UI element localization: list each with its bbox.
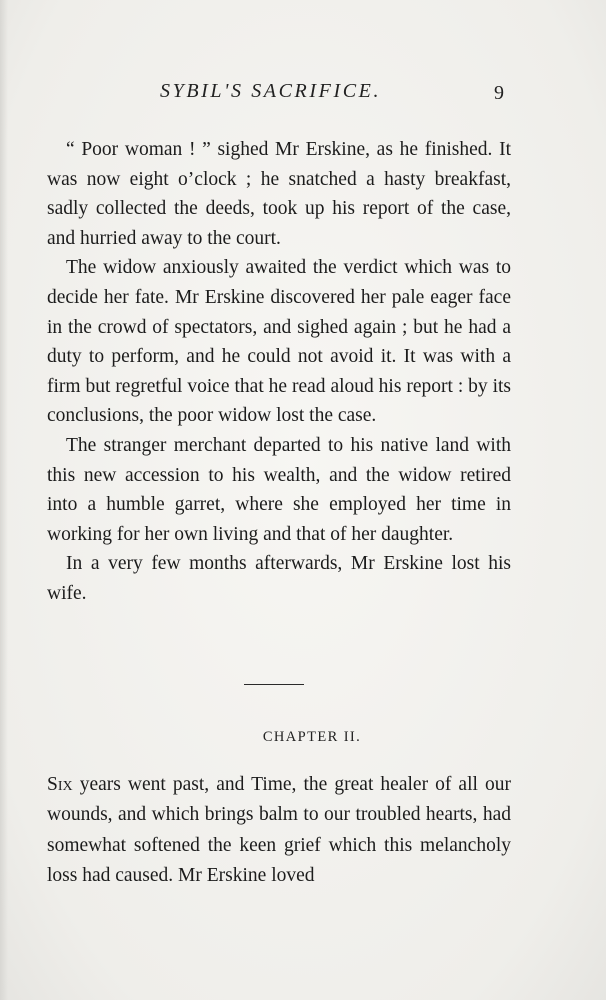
- page-number: 9: [494, 82, 504, 104]
- paragraph: The stranger merchant departed to his native land with this new accession to his wealth, and the widow retired into a humble garret, where she employed her time in working for her own living and that of her daughter.: [47, 434, 511, 545]
- chapter-opening-text: [47, 770, 511, 892]
- chapter-opening-word: Six: [47, 774, 73, 795]
- body-text: [47, 135, 511, 609]
- chapter-paragraph-text: years went past, and Time, the great healer of all our wounds, and which brings balm to our troubled hearts, had somewhat softened the keen grief which this melancholy loss had caused. Mr Erskine loved: [47, 774, 511, 887]
- page-edge-shadow: [0, 0, 8, 1000]
- paragraph: In a very few months afterwards, Mr Erskine lost his wife.: [47, 553, 511, 604]
- paragraph: “ Poor woman ! ” sighed Mr Erskine, as he finished. It was now eight o’clock ; he snatched a hasty breakfast, sadly collected the deeds, took up his report of the case, and hurried away to the court.: [47, 139, 511, 249]
- running-head: SYBIL'S SACRIFICE.: [160, 80, 382, 102]
- chapter-paragraph: [47, 770, 511, 892]
- section-divider: [244, 684, 304, 685]
- chapter-heading: CHAPTER II.: [262, 729, 362, 745]
- paragraph: The widow anxiously awaited the verdict which was to decide her fate. Mr Erskine discovered her pale eager face in the crowd of spectators, and sighed again ; but he had a duty to perform, and he could not avoid it. It was with a firm but regretful voice that he read aloud his report : by its conclusions, the poor widow lost the case.: [47, 257, 511, 427]
